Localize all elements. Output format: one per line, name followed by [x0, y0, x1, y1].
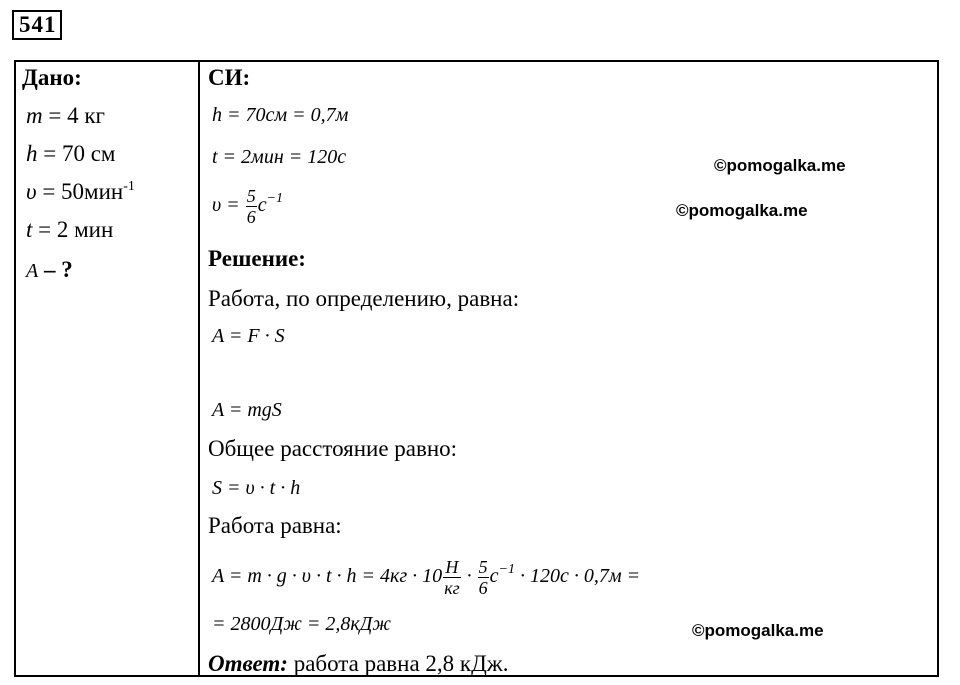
watermark: ©pomogalka.me [676, 201, 808, 220]
solution-text-3: Работа равна: [208, 513, 342, 538]
given-mass [26, 102, 105, 130]
var-m: m [26, 103, 43, 128]
answer-text: работа равна 2,8 кДж. [287, 651, 509, 676]
watermark: ©pomogalka.me [692, 621, 824, 640]
given-unknown [26, 256, 73, 285]
formula-work: A = F · S [212, 325, 285, 347]
formula-result: = 2800Дж = 2,8кДж [212, 613, 392, 635]
fraction-denominator-6: 6 [478, 577, 488, 598]
fraction-numerator-5: 5 [478, 556, 488, 577]
si-v-exponent: −1 [266, 191, 284, 206]
formula-dot: · [461, 565, 477, 587]
var-v: υ [26, 179, 37, 204]
solution-header: Решение: [208, 246, 306, 271]
solution-text-1: Работа, по определению, равна: [208, 286, 520, 311]
var-t: t [26, 217, 33, 242]
given-frequency [26, 178, 135, 206]
time-value: = 2 мин [32, 217, 114, 242]
si-v-unit: c [257, 194, 267, 216]
given-time [26, 216, 113, 244]
si-frequency [212, 182, 283, 228]
problem-number: 541 [12, 10, 62, 40]
si-v-numerator: 5 [246, 185, 256, 206]
si-header: СИ: [208, 65, 251, 90]
mass-value: = 4 кг [42, 103, 105, 128]
answer-label: Ответ: [208, 651, 288, 676]
formula-work-full-a: A = m · g · υ · t · h = 4кг · 10 [212, 565, 443, 587]
given-height [26, 140, 115, 168]
frequency-exponent: -1 [123, 179, 135, 194]
formula-exponent: −1 [498, 562, 515, 577]
newton-per-kg-fraction [443, 557, 460, 598]
five-sixths-fraction [478, 557, 489, 598]
formula-distance: S = υ · t · h [212, 477, 301, 499]
si-time: t = 2мин = 120с [212, 146, 347, 168]
dash: – [38, 257, 62, 282]
fraction-denominator-kg: кг [444, 577, 460, 598]
given-header: Дано: [22, 65, 82, 90]
var-a: A [26, 260, 39, 282]
si-v-fraction [246, 186, 257, 227]
formula-unit-c: c [489, 565, 499, 587]
var-h: h [26, 141, 38, 166]
fraction-numerator-n: Н [443, 557, 460, 578]
si-v-denominator: 6 [246, 206, 256, 227]
answer-line [208, 650, 508, 678]
formula-work-full-b: · 120с · 0,7м = [514, 565, 641, 587]
column-divider [198, 60, 200, 677]
solution-text-2: Общее расстояние равно: [208, 436, 458, 461]
question-mark: ? [61, 257, 73, 282]
frequency-value: = 50мин [36, 179, 124, 204]
si-height: h = 70см = 0,7м [212, 104, 349, 126]
si-v-lhs: υ = [212, 194, 240, 216]
formula-work-mgs: A = mgS [212, 399, 282, 421]
height-value: = 70 см [37, 141, 116, 166]
watermark: ©pomogalka.me [714, 156, 846, 175]
formula-work-full [212, 553, 640, 599]
